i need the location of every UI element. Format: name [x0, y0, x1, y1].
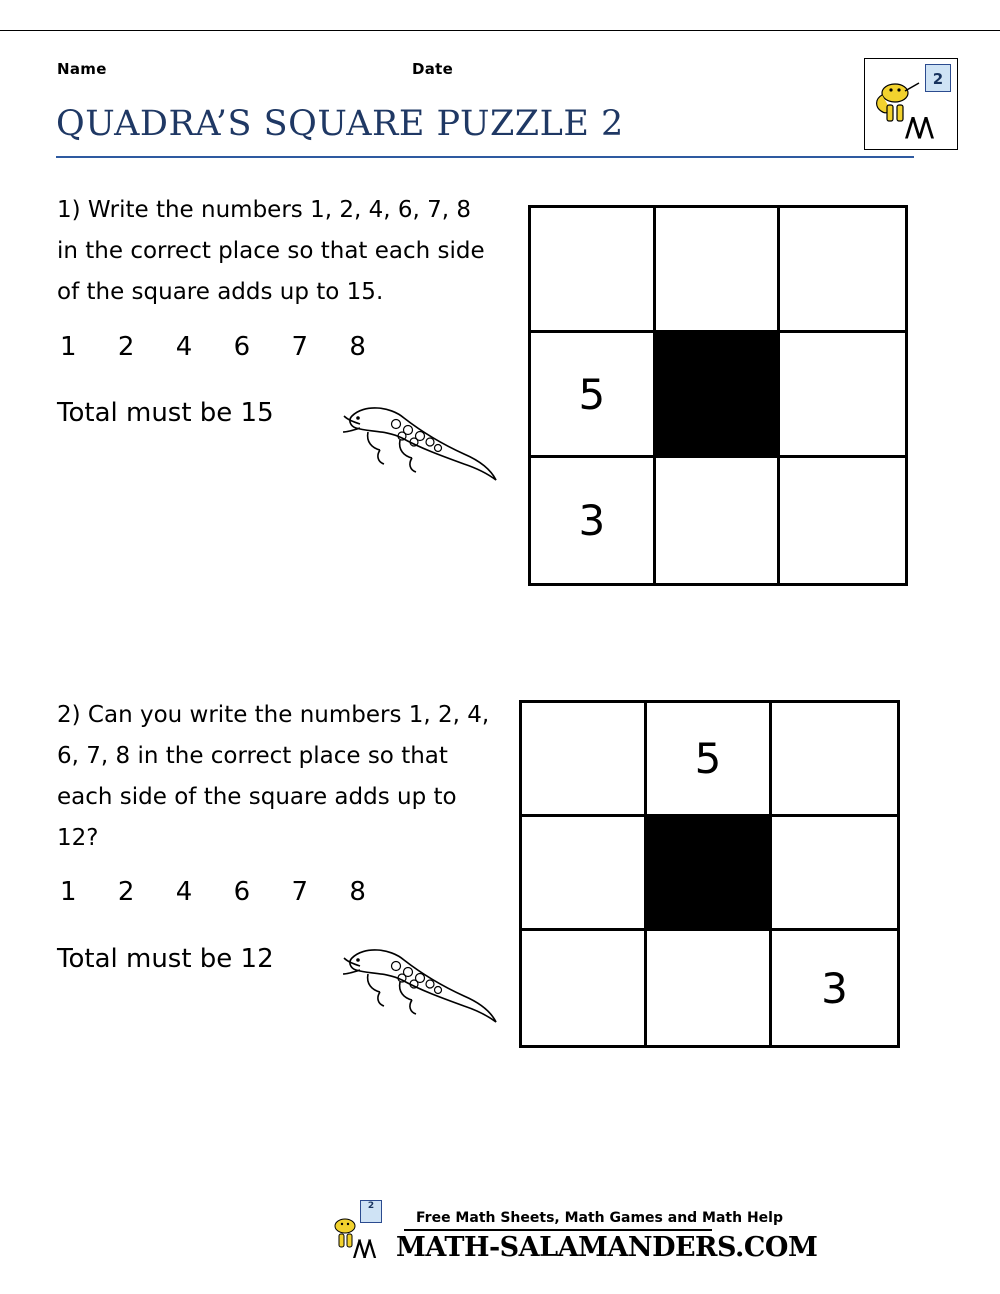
grid2-cell-9[interactable]: 3 [772, 931, 897, 1045]
grid1-cell-4[interactable]: 5 [531, 333, 656, 458]
footer-url[interactable]: MATH-SALAMANDERS.COM [396, 1232, 818, 1263]
footer-logo-mountains: /\/\ [353, 1236, 374, 1262]
grid2-cell-2[interactable]: 5 [647, 703, 772, 817]
grid1-cell-2[interactable] [656, 208, 781, 333]
date-label: Date [412, 60, 454, 78]
brand-logo [864, 58, 958, 150]
grid2-cell-6[interactable] [772, 817, 897, 931]
footer-tagline: Free Math Sheets, Math Games and Math Help [416, 1210, 784, 1226]
salamander-illustration-1 [338, 398, 504, 494]
grid2-cell-4[interactable] [522, 817, 647, 931]
logo-badge: 2 [925, 64, 951, 92]
puzzle-grid-1[interactable] [528, 205, 908, 586]
top-divider [0, 30, 1000, 31]
grid1-cell-6[interactable] [780, 333, 905, 458]
question-2-numbers: 1 2 4 6 7 8 [60, 877, 366, 907]
grid2-cell-7[interactable] [522, 931, 647, 1045]
name-label: Name [57, 60, 107, 78]
grid1-cell-3[interactable] [780, 208, 905, 333]
question-1-total: Total must be 15 [57, 398, 274, 428]
question-1-text: 1) Write the numbers 1, 2, 4, 6, 7, 8 in the correct place so that each side of the square adds up to 15. [57, 197, 485, 305]
grid1-cell-5-blocked [656, 333, 781, 458]
puzzle-grid-2[interactable] [519, 700, 900, 1048]
footer-divider [404, 1229, 712, 1231]
grid2-cell-5-blocked [647, 817, 772, 931]
grid2-cell-8[interactable] [647, 931, 772, 1045]
grid2-cell-1[interactable] [522, 703, 647, 817]
salamander-illustration-2 [338, 940, 504, 1036]
grid1-cell-9[interactable] [780, 458, 905, 583]
grid1-cell-8[interactable] [656, 458, 781, 583]
title-divider [56, 156, 914, 158]
footer-logo [325, 1200, 395, 1264]
logo-mountains: /\/\ [905, 113, 931, 143]
footer-logo-badge: 2 [360, 1200, 382, 1223]
question-2-text: 2) Can you write the numbers 1, 2, 4, 6, 7, 8 in the correct place so that each side of the square adds up to 12? [57, 702, 490, 851]
question-2-total: Total must be 12 [57, 944, 274, 974]
question-1-numbers: 1 2 4 6 7 8 [60, 332, 366, 362]
page-title: QUADRA’S SQUARE PUZZLE 2 [56, 104, 624, 144]
grid1-cell-7[interactable]: 3 [531, 458, 656, 583]
grid2-cell-3[interactable] [772, 703, 897, 817]
grid1-cell-1[interactable] [531, 208, 656, 333]
